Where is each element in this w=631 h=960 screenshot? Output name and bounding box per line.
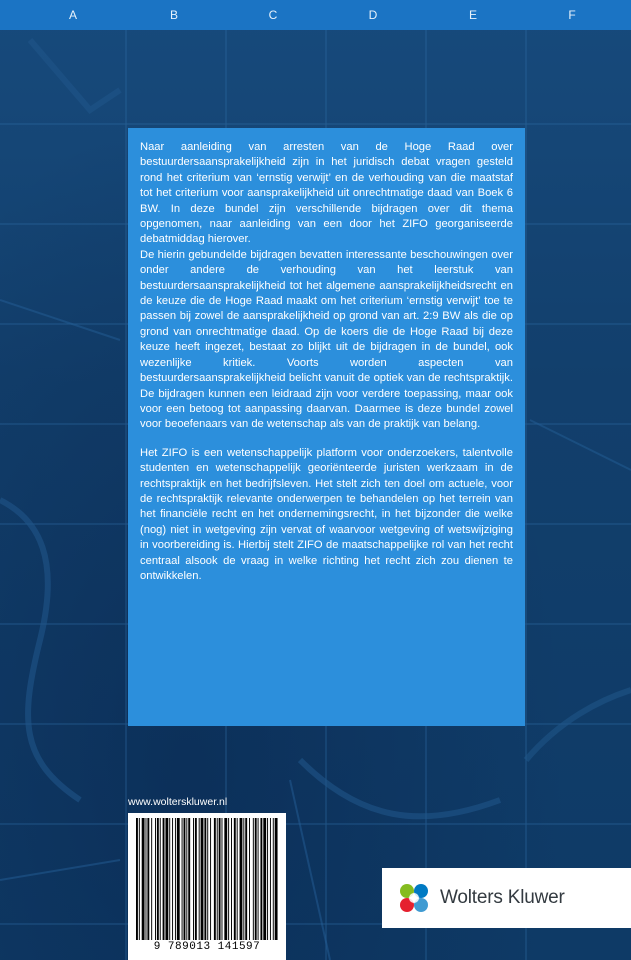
column-label: E <box>468 8 477 22</box>
blurb-paragraph: Naar aanleiding van arresten van de Hoge Raad over bestuurdersaansprakelijkheid zijn in het juridisch debat vragen gesteld rond het criterium van ‘ernstig verwijt’ en de verhouding van die maatstaf tot het criterium voor aansprakelijkheid uit onrechtmatige daad van Boek 6 BW. In deze bundel zijn verschillende bijdragen over dit thema opgenomen, naar aanleiding van een door het ZIFO georganiseerde debatmiddag hierover. <box>140 141 513 246</box>
barcode-bars <box>134 818 280 940</box>
blurb-paragraph: Het ZIFO is een wetenschappelijk platform voor onderzoekers, talentvolle studenten en wetenschappelijk georiënteerde juristen werkzaam in de rechtspraktijk en het bedrijfsleven. Het stelt zich ten doel om actuele, voor de rechtspraktijk relevante onderwerpen te behandelen op het terrein van het financiële recht en het ondernemingsrecht, in het bijzonder die welke (nog) niet in wetgeving zijn vervat of waarvoor wetgeving of wetswijziging in voorbereiding is. Hierbij stelt ZIFO de maatschappelijke rol van het recht centraal alsook de vraag in welke richting het recht zich zou dienen te ontwikkelen. <box>140 446 513 582</box>
column-index-bar <box>0 0 631 30</box>
publisher-url[interactable]: www.wolterskluwer.nl <box>128 796 228 808</box>
column-label: F <box>568 8 576 22</box>
column-label: B <box>169 8 178 22</box>
blurb-paragraph: De hierin gebundelde bijdragen bevatten interessante beschouwingen over onder andere de verhouding van het leerstuk van bestuurdersaansprakelijkheid tot het algemene aansprakelijkheidsrecht en de keuze die de Hoge Raad maakt om het criterium ‘ernstig verwijt’ toe te passen bij zowel de aansprakelijkheid op grond van art. 2:9 BW als die op grond van onrechtmatige daad. Op de koers die de Hoge Raad bij deze keuze heeft ingezet, bestaat zo blijkt uit de bijdragen in de bundel, ook wezenlijke kritiek. Voorts worden aspecten van bestuurdersaansprakelijkheid belicht vanuit de optiek van de rechtspraktijk. De bijdragen kunnen een leidraad zijn voor verdere toepassing, maar ook voor een betoog tot aanpassing daarvan. Daarmee is deze bundel zowel voor beoefenaars van de wetenschap als van de praktijk van belang. <box>140 248 513 431</box>
isbn-digits: 9 789013 141597 <box>153 941 261 953</box>
column-label: D <box>368 8 378 22</box>
column-label: C <box>268 8 278 22</box>
publisher-logo <box>382 868 631 928</box>
publisher-name: Wolters Kluwer <box>440 887 565 908</box>
column-label: A <box>68 8 77 22</box>
isbn-barcode <box>128 813 286 960</box>
blurb-box <box>128 128 525 726</box>
wolters-kluwer-mark-icon <box>396 880 432 916</box>
